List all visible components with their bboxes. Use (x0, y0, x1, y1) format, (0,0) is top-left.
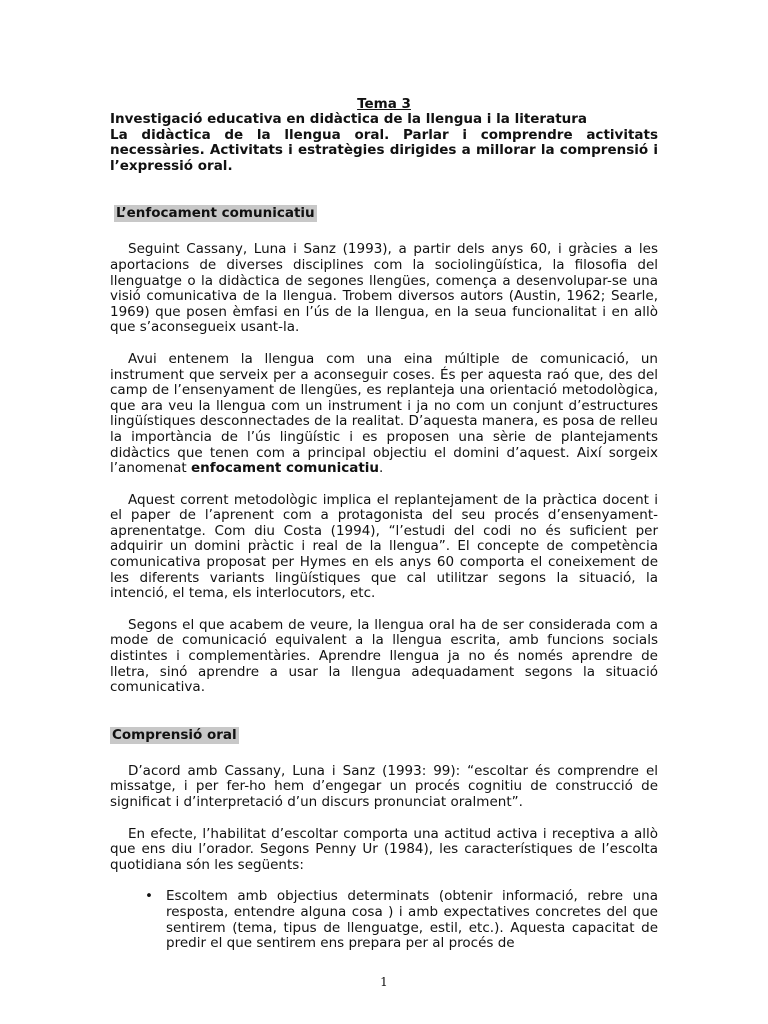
paragraph (110, 352, 658, 477)
list-item-text: Escoltem amb objectius determinats (obtenir informació, rebre una resposta, entendre alguna cosa ) i amb expectatives concretes del que sentirem (tema, tipus de llenguatge, estil, etc.). Aquesta capacitat de predir el que sentirem ens prepara per al procés de (166, 888, 658, 952)
document-title: Investigació educativa en didàctica de la llengua i la literatura (110, 111, 588, 127)
list-item (145, 888, 658, 952)
bullet-icon: • (145, 888, 153, 905)
section-heading-comprensio: Comprensió oral (112, 726, 237, 743)
paragraph: Segons el que acabem de veure, la llengua oral ha de ser considerada com a mode de comunicació equivalent a la llengua escrita, amb funcions socials distintes i complementàries. Aprendre llengua ja no és només aprendre de lletra, sinó aprendre a usar la llengua adequadament segons la situació comunicativa. (110, 616, 658, 696)
paragraph-text: Avui entenem la llengua com una eina múltiple de comunicació, un instrument que serveix per a aconseguir coses. És per aquesta raó que, des del camp de l’ensenyament de llengües, es replanteja una orientació metodològica, que ara veu la llengua com un instrument i ja no com un conjunt d’estructures lingüístiques desconnectades de la realitat. D’aquesta manera, es posa de relleu la importància de l’ús lingüístic i es proposen una sèrie de plantejaments didàctics que tenen com a principal objectiu el domini d’aquest. Així sorgeix l’anomenat (110, 350, 658, 477)
bullet-list (110, 889, 658, 951)
paragraph-end: . (379, 460, 384, 477)
document-subtitle: La didàctica de la llengua oral. Parlar i comprendre activitats necessàries. Activitats i estratègies dirigides a millorar la comprensió i l’expressió oral. (110, 126, 658, 174)
page-number: 1 (380, 975, 388, 989)
topic-number: Tema 3 (357, 96, 411, 112)
bold-term: enfocament comunicatiu (191, 460, 380, 477)
paragraph: Aquest corrent metodològic implica el replantejament de la pràctica docent i el paper de l’aprenent com a protagonista del seu procés d’ensenyament-aprenentatge. Com diu Costa (1994), “l’estudi del codi no és suficient per adquirir un domini pràctic i real de la llengua”. El concepte de competència comunicativa proposat per Hymes en els anys 60 comporta el coneixement de les diferents variants lingüístiques que cal utilitzar segons la situació, la intenció, el tema, els interlocutors, etc. (110, 491, 658, 602)
paragraph: Seguint Cassany, Luna i Sanz (1993), a partir dels anys 60, i gràcies a les aportacions de diverses disciplines com la sociolingüística, la filosofia del llenguatge o la didàctica de segones llengües, comença a desenvolupar-se una visió comunicativa de la llengua. Trobem diversos autors (Austin, 1962; Searle, 1969) que posen èmfasi en l’ús de la llengua, en la seua funcionalitat i en allò que s’aconsegueix usant-la. (110, 241, 658, 336)
section-heading-enfocament: L’enfocament comunicatiu (116, 205, 315, 222)
paragraph: En efecte, l’habilitat d’escoltar comporta una actitud activa i receptiva a allò que ens diu l’orador. Segons Penny Ur (1984), les característiques de l’escolta quotidiana són les següents: (110, 825, 658, 873)
paragraph: D’acord amb Cassany, Luna i Sanz (1993: 99): “escoltar és comprendre el missatge, i per fer-ho hem d’engegar un procés cognitiu de construcció de significat i d’interpretació d’un discurs pronunciat oralment”. (110, 762, 658, 810)
